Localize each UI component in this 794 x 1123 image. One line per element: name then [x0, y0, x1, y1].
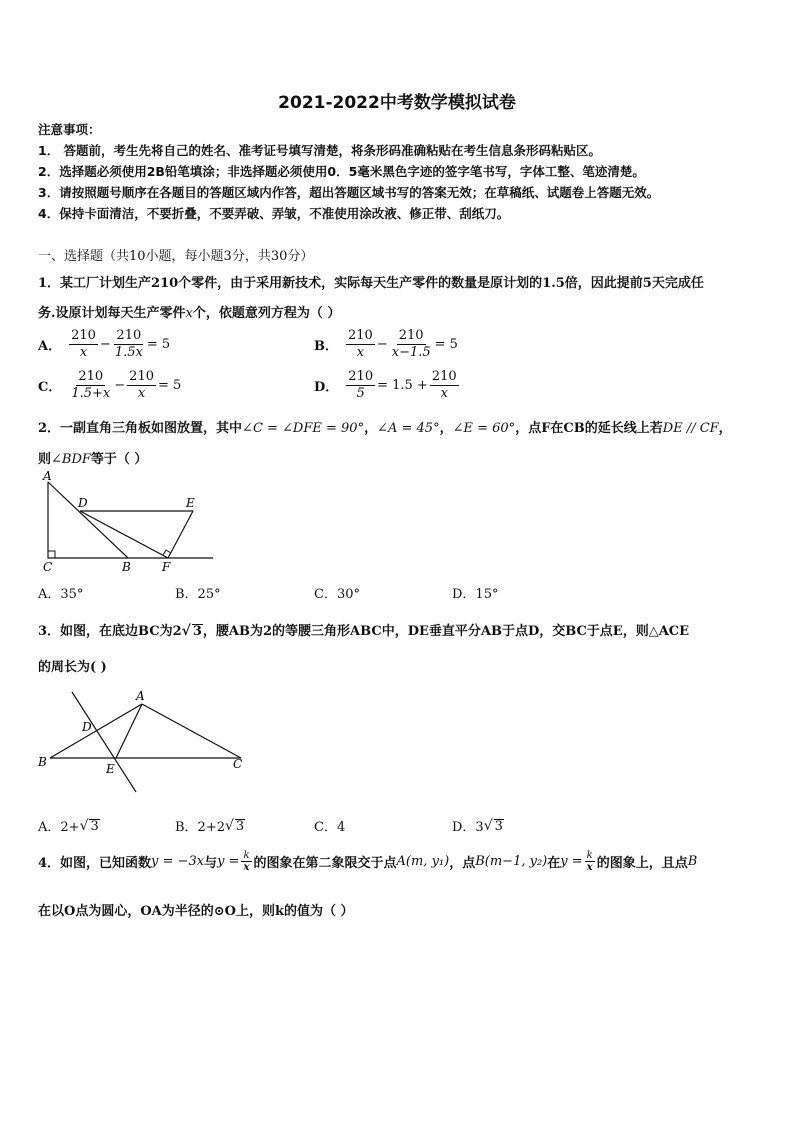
figure-label-d: D [78, 496, 88, 510]
question-1-option-c[interactable]: C． $\frac{210}{1.5+x}$ − $\frac{210}{x}$ = 5 [38, 369, 182, 401]
figure-label-e: E [106, 762, 115, 776]
figure-label-a: A [43, 470, 52, 483]
question-1-text: 1．某工厂计划生产210个零件，由于采用新技术，实际每天生产零件的数量是原计划的1.5倍，因此提前5天完成任 [38, 276, 704, 291]
figure-label-c: C [43, 560, 53, 574]
question-2-text-line2: 则∠BDF等于（ ） [38, 452, 148, 467]
question-4-text-line2: 在以O点为圆心，OA为半径的⊙O上，则k的值为（ ） [38, 904, 354, 919]
figure-label-c: C [233, 757, 243, 771]
page-title: 2021-2022中考数学模拟试卷 [278, 93, 516, 113]
question-3-text-line2: 的周长为( ) [38, 660, 107, 675]
figure-label-d: D [82, 720, 92, 734]
question-3-option-a[interactable]: A．2+ √ 3 [38, 817, 99, 835]
question-3-option-c[interactable]: C．4 [314, 820, 346, 835]
question-1-option-d[interactable]: D． $\frac{210}{5}$ = 1.5 + $\frac{210}{x}$ [314, 369, 457, 401]
question-4-text: 4．如图，已知函数 y = −3x 与 y = $\frac{k}{x}$ 的图象在第二象限交于点 A(m, y₁) ，点 B(m−1, y₂) 在 y = $\frac{k}{x}$ 的图象上，且点 B [38, 850, 698, 873]
question-1-text-line2: 务.设原计划每天生产零件x个，依题意列方程为（ ） [38, 306, 341, 321]
figure-label-b: B [122, 560, 131, 574]
question-1-option-a[interactable]: A． $\frac{210}{x}$ − $\frac{210}{1.5x}$ = 5 [38, 328, 171, 360]
question-3-text: 3．如图，在底边BC为2√ 3，腰AB为2的等腰三角形ABC中，DE垂直平分AB于点D，交BC于点E，则△ACE [38, 623, 690, 639]
notice-item: 1． 答题前，考生先将自己的姓名、准考证号填写清楚，将条形码准确粘贴在考生信息条形码粘贴区。 [38, 143, 602, 158]
question-3-figure [36, 688, 246, 793]
question-2-option-d[interactable]: D．15° [452, 587, 499, 602]
notice-item: 3．请按照题号顺序在各题目的答题区域内作答，超出答题区域书写的答案无效；在草稿纸、试题卷上答题无效。 [38, 185, 660, 200]
question-2-text: 2．一副直角三角板如图放置，其中∠C = ∠DFE = 90°，∠A = 45°，∠E = 60°，点F在CB的延长线上若DE // CF， [38, 421, 732, 436]
question-2-option-b[interactable]: B．25° [175, 587, 221, 602]
question-3-option-d[interactable]: D．3 √ 3 [452, 817, 503, 835]
question-1-option-b[interactable]: B． $\frac{210}{x}$ − $\frac{210}{x-1.5}$ = 5 [314, 328, 458, 360]
figure-label-a: A [136, 689, 145, 703]
figure-label-b: B [38, 755, 47, 769]
figure-label-f: F [162, 560, 171, 574]
question-2-option-a[interactable]: A．35° [38, 587, 84, 602]
notice-item: 2．选择题必须使用2B铅笔填涂；非选择题必须使用0．5毫米黑色字迹的签字笔书写，字体工整、笔迹清楚。 [38, 164, 645, 179]
notice-heading: 注意事项： [38, 122, 101, 137]
question-3-option-b[interactable]: B．2+2 √ 3 [175, 817, 245, 835]
notice-item: 4．保持卡面清洁，不要折叠，不要弄破、弄皱，不准使用涂改液、修正带、刮纸刀。 [38, 206, 510, 221]
section-heading: 一、选择题（共10小题，每小题3分，共30分） [38, 249, 314, 264]
figure-label-e: E [186, 496, 195, 510]
question-2-figure [38, 470, 218, 575]
question-2-option-c[interactable]: C．30° [314, 587, 360, 602]
